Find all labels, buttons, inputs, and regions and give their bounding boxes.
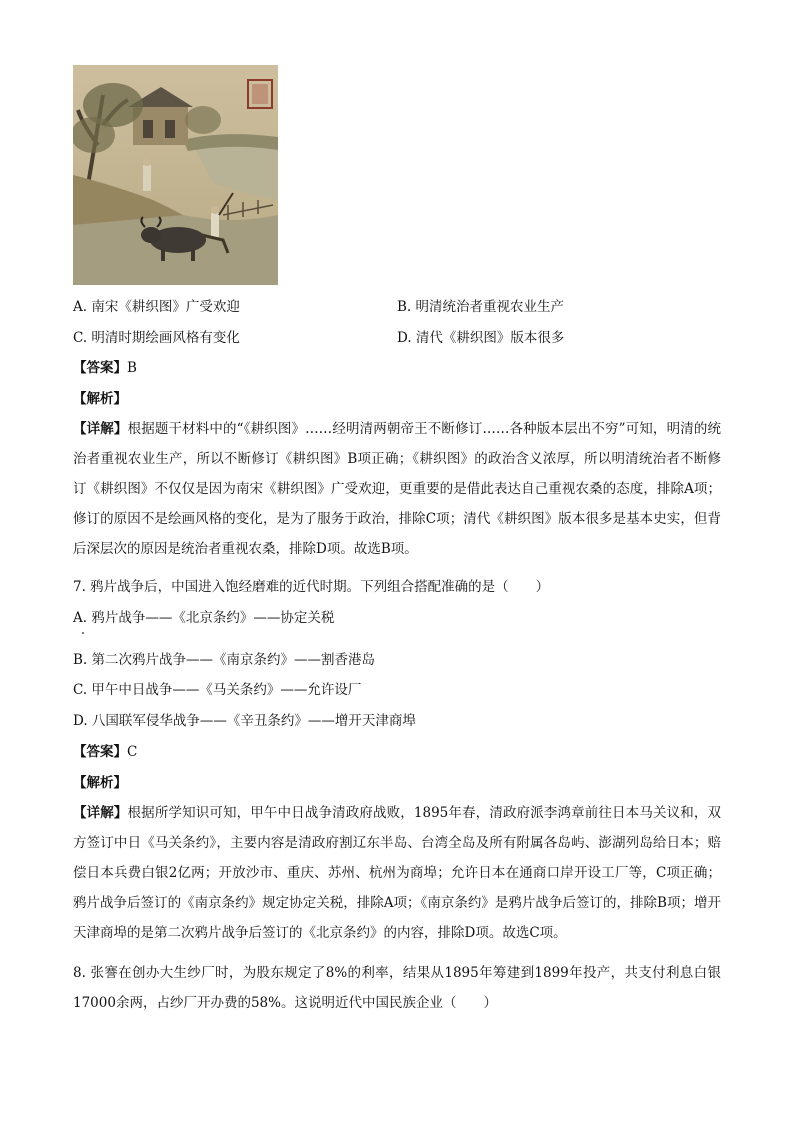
detail-tag: 【详解】 <box>73 805 128 821</box>
detail-text: 根据题干材料中的“《耕织图》……经明清两朝帝王不断修订……各种版本层出不穷”可知，明清的统治者重视农业生产，所以不断修订《耕织图》B项正确；《耕织图》的政治含义浓厚，所以明清统治者不断修订《耕织图》不仅仅是因为南宋《耕织图》广受欢迎，更重要的是借此表达自己重视农桑的态度，排除A项；修订的原因不是绘画风格的变化，是为了服务于政治，排除C项；清代《耕织图》版本很多是基本史实，但背后深层次的原因是统治者重视农桑，排除D项。故选B项。 <box>73 421 721 557</box>
option-d: D. 八国联军侵华战争——《辛丑条约》——增开天津商埠 <box>73 713 416 729</box>
detail-text: 根据所学知识可知，甲午中日战争清政府战败，1895年春，清政府派李鸿章前往日本马关议和，双方签订中日《马关条约》，主要内容是清政府割辽东半岛、台湾全岛及所有附属各岛屿、澎湖列岛给日本；赔偿日本兵费白银2亿两；开放沙市、重庆、苏州、杭州为商埠；允许日本在通商口岸开设工厂等，C项正确；鸦片战争后签订的《南京条约》规定协定关税，排除A项；《南京条约》是鸦片战争后签订的，排除B项；增开天津商埠的是第二次鸦片战争后签订的《北京条约》的内容，排除D项。故选C项。 <box>73 805 721 941</box>
detail-paragraph <box>73 798 721 948</box>
question-7-stem: 7. 鸦片战争后，中国进入饱经磨难的近代时期。下列组合搭配准确的是（ ） <box>73 579 550 595</box>
answer-value: C <box>127 744 138 760</box>
option-c: C. 甲午中日战争——《马关条约》——允许设厂 <box>73 682 362 698</box>
option-a: A. 鸦片战争——《北京条约》——协定关税 <box>73 610 335 626</box>
stray-mark <box>82 632 84 634</box>
option-c: C. 明清时期绘画风格有变化 <box>73 330 240 346</box>
answer-line <box>73 742 137 762</box>
option-d: D. 清代《耕织图》版本很多 <box>397 330 565 346</box>
option-a: A. 南宋《耕织图》广受欢迎 <box>73 299 240 315</box>
detail-tag: 【详解】 <box>73 421 128 437</box>
analysis-tag: 【解析】 <box>73 775 127 791</box>
gengzhitu-painting <box>73 65 278 285</box>
option-b: B. 明清统治者重视农业生产 <box>397 299 565 315</box>
detail-paragraph <box>73 414 721 564</box>
answer-line <box>73 358 137 378</box>
question-8-stem: 8. 张謇在创办大生纱厂时，为股东规定了8%的利率，结果从1895年筹建到1899年投产，共支付利息白银17000余两，占纱厂开办费的58%。这说明近代中国民族企业（ ） <box>73 965 721 1011</box>
answer-tag: 【答案】 <box>73 744 127 760</box>
option-b: B. 第二次鸦片战争——《南京条约》——割香港岛 <box>73 652 376 668</box>
answer-tag: 【答案】 <box>73 360 127 376</box>
answer-value: B <box>127 360 137 376</box>
analysis-tag: 【解析】 <box>73 391 127 407</box>
